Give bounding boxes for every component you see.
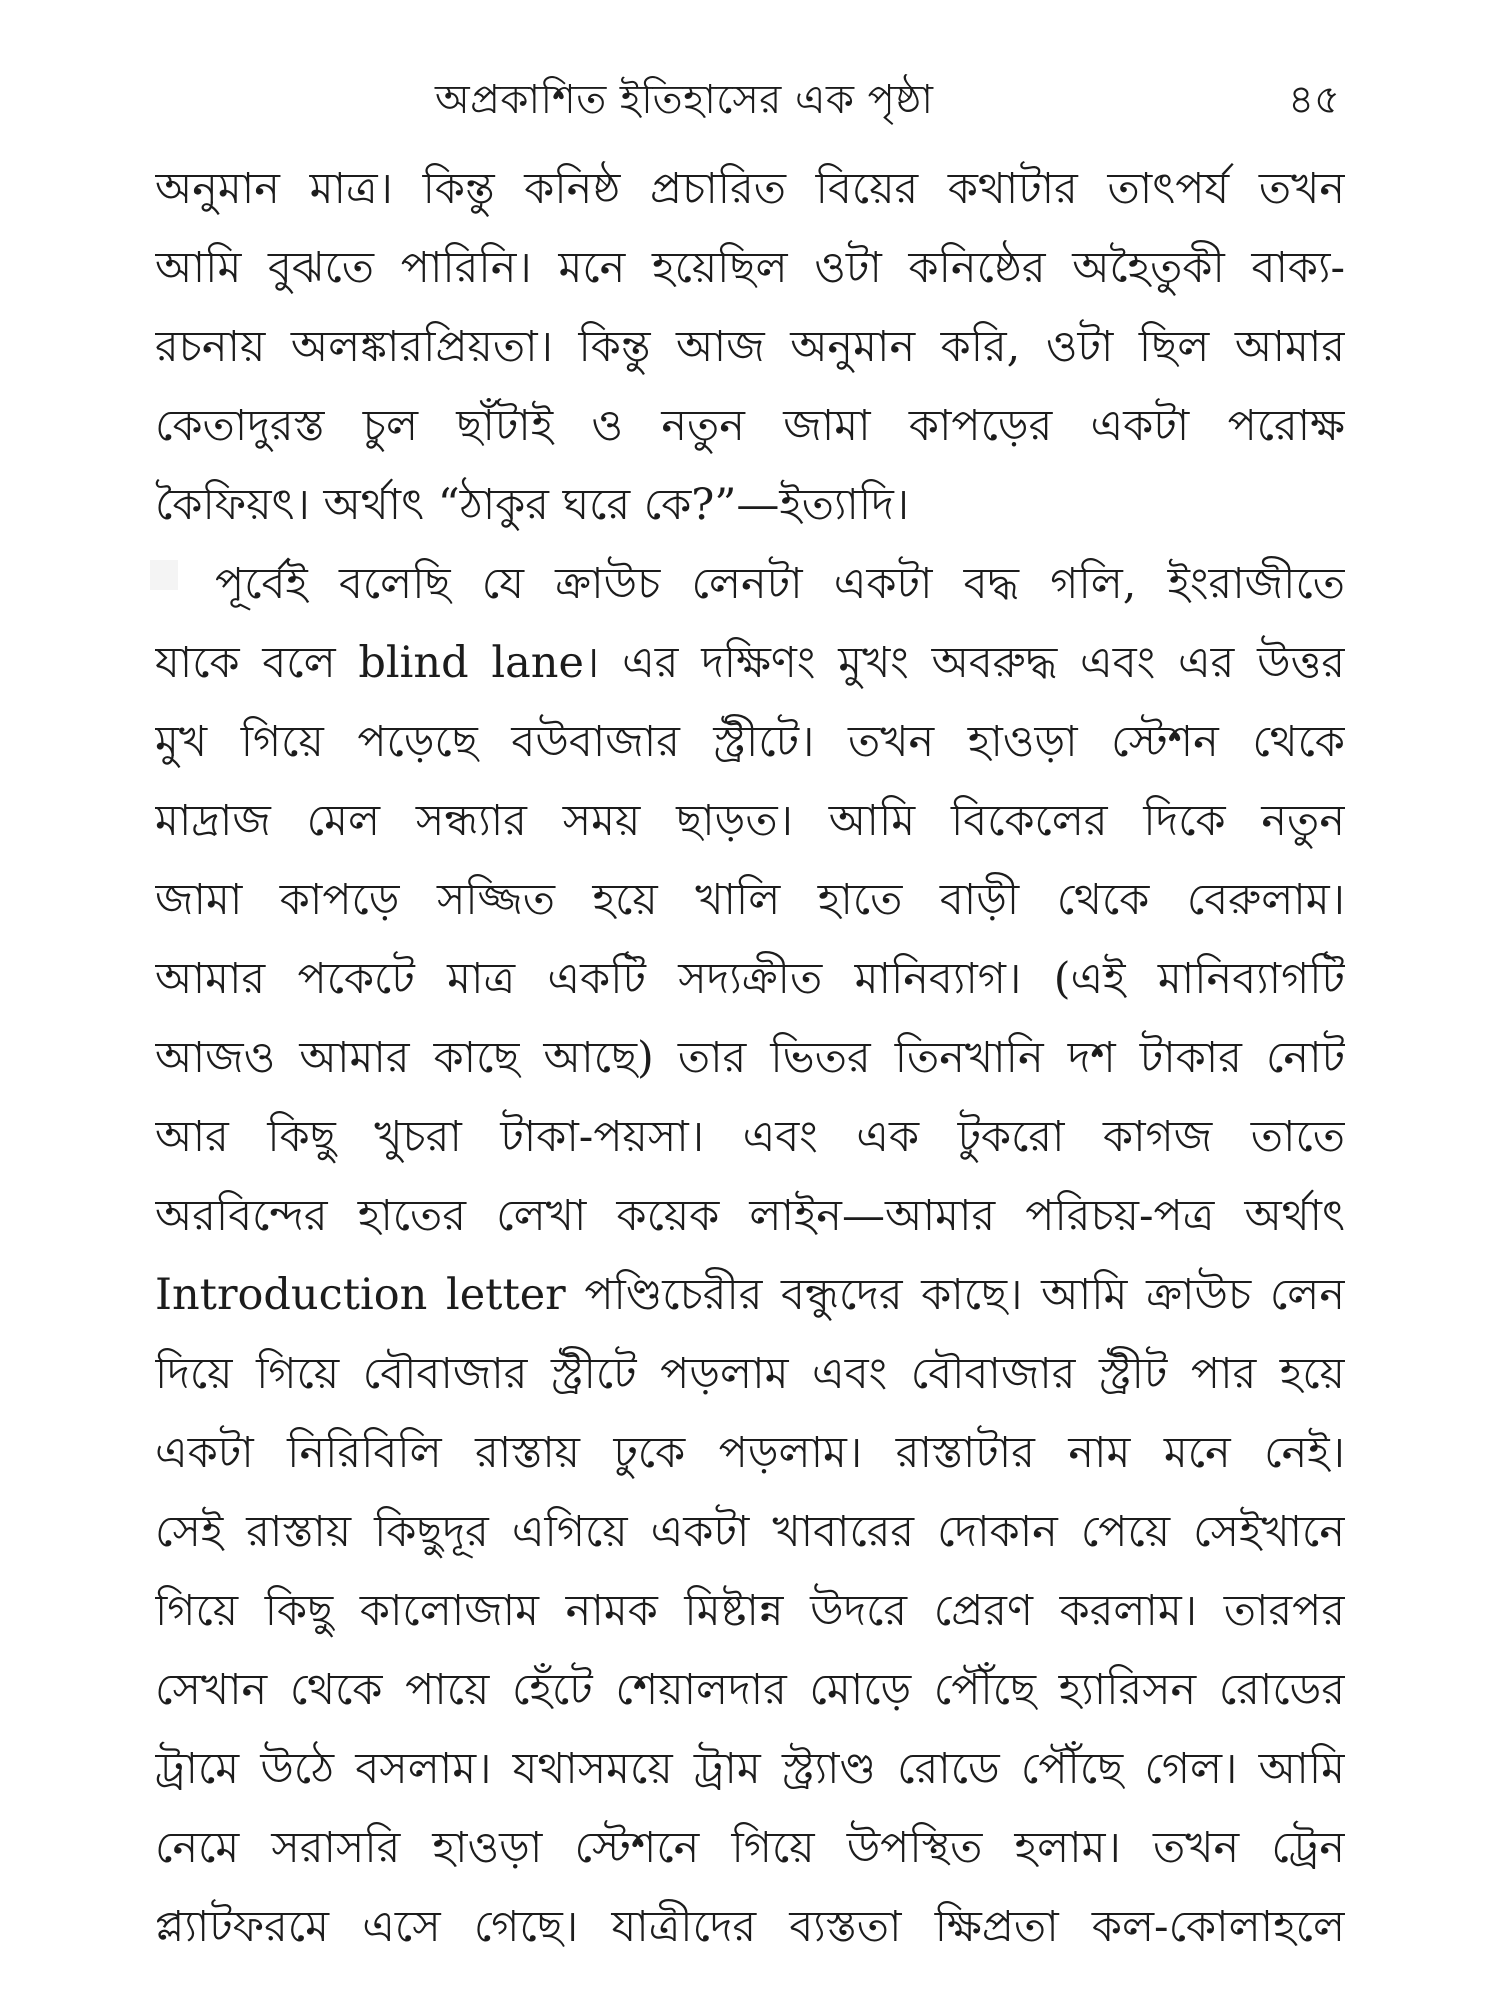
text-line: গিয়ে কিছু কালোজাম নামক মিষ্টান্ন উদরে প্রেরণ করলাম। তারপর — [155, 1586, 1345, 1636]
text-line: অনুমান মাত্র। কিন্তু কনিষ্ঠ প্রচারিত বিয়ের কথাটার তাৎপর্য তখন — [155, 164, 1345, 214]
text-line: সেখান থেকে পায়ে হেঁটে শেয়ালদার মোড়ে পৌঁছে হ্যারিসন রোডের — [155, 1665, 1345, 1715]
running-title: অপ্রকাশিত ইতিহাসের এক পৃষ্ঠা — [435, 77, 934, 123]
text-line: মাদ্রাজ মেল সন্ধ্যার সময় ছাড়ত। আমি বিকেলের দিকে নতুন — [155, 796, 1345, 846]
text-line: নেমে সরাসরি হাওড়া স্টেশনে গিয়ে উপস্থিত হলাম। তখন ট্রেন — [155, 1823, 1345, 1873]
text-line: Introduction letter পণ্ডিচেরীর বন্ধুদের কাছে। আমি ক্রাউচ লেন — [155, 1270, 1345, 1320]
text-line: ট্রামে উঠে বসলাম। যথাসময়ে ট্রাম স্ট্র্যাণ্ড রোডে পৌঁছে গেল। আমি — [155, 1744, 1345, 1794]
text-line: মুখ গিয়ে পড়েছে বউবাজার স্ট্রীটে। তখন হাওড়া স্টেশন থেকে — [155, 717, 1345, 767]
body-text — [155, 150, 1345, 1967]
text-line: জামা কাপড়ে সজ্জিত হয়ে খালি হাতে বাড়ী থেকে বেরুলাম। — [155, 875, 1345, 925]
text-line: প্ল্যাটফরমে এসে গেছে। যাত্রীদের ব্যস্ততা ক্ষিপ্রতা কল-কোলাহলে — [155, 1902, 1345, 1952]
page-number: ৪৫ — [1288, 77, 1340, 123]
text-line: দিয়ে গিয়ে বৌবাজার স্ট্রীটে পড়লাম এবং বৌবাজার স্ট্রীট পার হয়ে — [155, 1349, 1345, 1399]
text-line: যাকে বলে blind lane। এর দক্ষিণং মুখং অবরুদ্ধ এবং এর উত্তর — [155, 638, 1345, 688]
text-line: রচনায় অলঙ্কারপ্রিয়তা। কিন্তু আজ অনুমান করি, ওটা ছিল আমার — [155, 322, 1345, 372]
text-line: একটা নিরিবিলি রাস্তায় ঢুকে পড়লাম। রাস্তাটার নাম মনে নেই। — [155, 1428, 1345, 1478]
text-line: অরবিন্দের হাতের লেখা কয়েক লাইন—আমার পরিচয়-পত্র অর্থাৎ — [155, 1191, 1345, 1241]
text-line: আমি বুঝতে পারিনি। মনে হয়েছিল ওটা কনিষ্ঠের অহৈতুকী বাক্য- — [155, 243, 1345, 293]
text-line: আর কিছু খুচরা টাকা-পয়সা। এবং এক টুকরো কাগজ তাতে — [155, 1112, 1345, 1162]
text-line: আমার পকেটে মাত্র একটি সদ্যক্রীত মানিব্যাগ। (এই মানিব্যাগটি — [155, 954, 1345, 1004]
text-line: আজও আমার কাছে আছে) তার ভিতর তিনখানি দশ টাকার নোট — [155, 1033, 1345, 1083]
text-line: কেতাদুরস্ত চুল ছাঁটাই ও নতুন জামা কাপড়ের একটা পরোক্ষ — [155, 401, 1345, 451]
text-line: কৈফিয়ৎ। অর্থাৎ “ঠাকুর ঘরে কে?”—ইত্যাদি। — [155, 480, 910, 530]
text-line: সেই রাস্তায় কিছুদূর এগিয়ে একটা খাবারের দোকান পেয়ে সেইখানে — [155, 1507, 1345, 1557]
text-line: পূর্বেই বলেছি যে ক্রাউচ লেনটা একটা বদ্ধ গলি, ইংরাজীতে — [215, 559, 1345, 609]
page-header — [155, 72, 1340, 132]
